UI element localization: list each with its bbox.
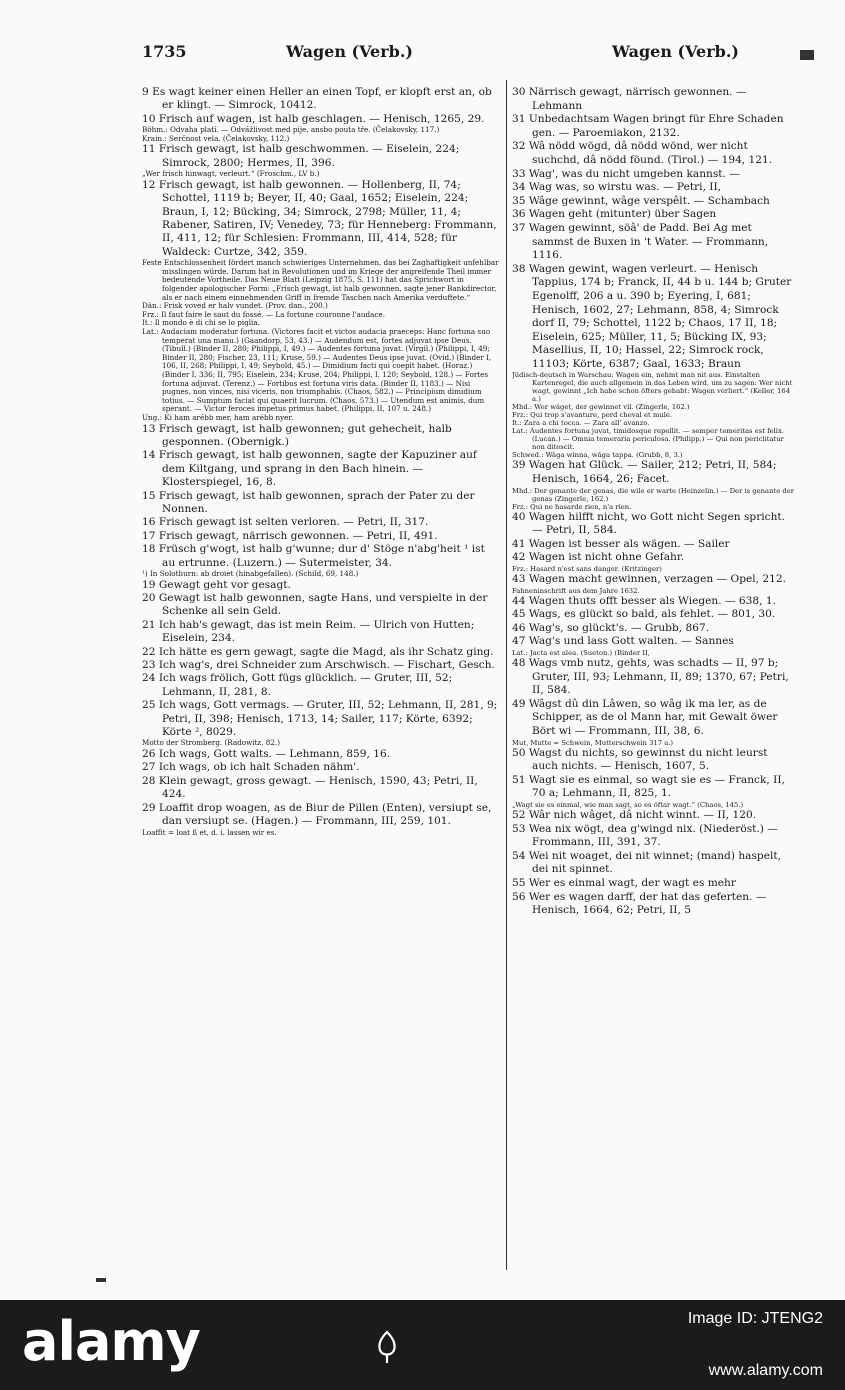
proverb-entry: 24 Ich wags frölich, Gott fügs glücklich. — Gruter, III, 52; Lehmann, II, 281, 8. [142, 672, 453, 698]
annotation-note: Fahneninschrift aus dem Jahre 1632. [512, 586, 640, 595]
annotation-note: Dän.: Frisk voved er halv vundet. (Prov. dan., 200.) [142, 301, 328, 311]
proverb-entry: 41 Wagen ist besser als wägen. — Sailer [512, 537, 730, 550]
proverb-entry: 52 Wâr nich wâget, dâ nicht winnt. — II, 120. [512, 808, 757, 821]
proverb-entry: 28 Klein gewagt, gross gewagt. — Henisch, 1590, 43; Petri, II, 424. [142, 774, 478, 801]
left-block [142, 748, 500, 828]
annotation-note: Loaffit = loat ß et, d. i. lassen wir es. [142, 827, 277, 837]
right-block [512, 459, 795, 486]
left-block [142, 423, 500, 570]
left-block [142, 179, 500, 259]
left-block [142, 143, 500, 170]
right-block [512, 573, 795, 587]
left-block [142, 739, 500, 748]
running-head-right: Wagen (Verb.) [612, 42, 739, 61]
left-block [142, 86, 500, 113]
page-number: 1735 [142, 42, 187, 61]
proverb-entry: 22 Ich hätte es gern gewagt, sagte die Magd, als ihr Schatz ging. [142, 645, 494, 658]
annotation-note: Böhm.: Odvaha platí. — Odvážlivost med pije, ansbo pouta tře. (Čelakovsky, 117.) [142, 125, 440, 135]
proverb-entry: 53 Wea nix wögt, dea g'wingd nix. (Niederöst.) — Frommann, III, 391, 37. [512, 822, 778, 849]
proverb-entry: 21 Ich hab's gewagt, das ist mein Reim. — Ulrich von Hutten; Eiselein, 234. [142, 618, 475, 645]
annotation-note: Lat.: Jacta est alea. (Sueton.) (Binder II, [512, 649, 650, 657]
proverb-entry: 42 Wagen ist nicht ohne Gefahr. [512, 551, 685, 564]
proverb-entry: 43 Wagen macht gewinnen, verzagen — Opel, 212. [512, 573, 786, 586]
right-block [512, 86, 795, 371]
site-url: www.alamy.com [708, 1362, 823, 1379]
annotation-note: Motto der Stromberg. (Radowitz, 82.) [142, 738, 281, 748]
proverb-entry: 31 Unbedachtsam Wagen bringt für Ehre Schaden gen. — Paroemiakon, 2132. [512, 113, 784, 139]
proverb-entry: 36 Wagen geht (mitunter) über Sagen [512, 208, 717, 221]
proverb-entry: 12 Frisch gewagt, ist halb gewonnen. — Hollenberg, II, 74; Schottel, 1119 b; Beyer, II, 40; Gaal, 1652; Eiselein, 224; Braun, I, 12; Bücking, 34; Simrock, 2798; Müller, 11, 4; Rabener, Satiren, IV; Venedey, 73; für Henneberg: Frommann, II, 411, 12; für Schlesien: Frommann, III, 414, 528; für Waldeck: Curtze, 342, 359. [142, 178, 497, 258]
proverb-entry: 19 Gewagt geht vor gesagt. [142, 578, 291, 591]
proverb-entry: 39 Wagen hat Glück. — Sailer, 212; Petri, II, 584; Henisch, 1664, 26; Facet. [512, 459, 777, 486]
proverb-entry: 38 Wagen gewint, wagen verleurt. — Henisch Tappius, 174 b; Franck, II, 44 b u. 144 b; Gruter Egenolff, 206 a u. 390 b; Eyering, I, 681; Henisch, 1602, 27; Lehmann, 858, 4; Simrock dorf II, 79; Schottel, 1122 b; Chaos, 17 II, 18; Eiselein, 625; Müller, 11, 5; Bücking IX, 93; Masellius, II, 10; Hassel, 22; Simrock rock, 11103; Körte, 6387; Gaal, 1633; Braun [512, 262, 792, 370]
brand-logo: alamy [22, 1310, 200, 1373]
annotation-note: Lat.: Audentes fortuna juvat, timidosque repellit. — semper temeritas est felix. (Lucan.) — Omnia temeraria periculosa. (Philipp.) — Qui non periclitatur non ditescit. [512, 427, 784, 452]
proverb-entry: 30 Närrisch gewagt, närrisch gewonnen. — Lehmann [512, 86, 747, 112]
proverb-entry: 54 Wei nit woaget, dei nit winnet; (mand) haspelt, dei nit spinnet. [512, 849, 781, 876]
proverb-entry: 20 Gewagt ist halb gewonnen, sagte Hans, und verspielte in der Schenke all sein Geld. [142, 592, 488, 618]
annotation-note: Frz.: Qui ne hasarde rien, n'a rien. [512, 502, 632, 511]
annotation-note: ¹) In Solothurn: ab droiet (hinabgefallen). (Schild, 69, 148.) [142, 569, 359, 578]
proverb-entry: 51 Wagt sie es einmal, so wagt sie es — Franck, II, 70 a; Lehmann, II, 825, 1. [512, 773, 785, 800]
image-id-label: Image ID: JTENG2 [687, 1310, 823, 1327]
proverb-entry: 11 Frisch gewagt, ist halb geschwommen. — Eiselein, 224; Simrock, 2800; Hermes, II, 396. [142, 143, 460, 169]
left-block [142, 570, 500, 579]
proverb-entry: 50 Wagst du nichts, so gewinnst du nicht leurst auch nichts. — Henisch, 1607, 5. [512, 746, 768, 773]
left-block [142, 126, 500, 143]
proverb-entry: 16 Frisch gewagt ist selten verloren. — Petri, II, 317. [142, 516, 429, 529]
page-edge-mark [96, 1278, 106, 1282]
right-block [512, 371, 795, 459]
right-block [512, 747, 795, 801]
proverb-entry: 25 Ich wags, Gott vermags. — Gruter, III, 52; Lehmann, II, 281, 9; Petri, II, 398; Henisch, 1713, 14; Sailer, 117; Körte, 6392; Körte ², 8029. [142, 699, 498, 739]
left-column [142, 86, 500, 1216]
annotation-note: Mut, Mutte = Schwein, Mutterschwein 317 a.) [512, 738, 674, 747]
proverb-entry: 29 Loaffit drop woagen, as de Biur de Pillen (Enten), versiupt se, dan versiupt se. (Hagen.) — Frommann, III, 259, 101. [142, 801, 492, 828]
proverb-entry: 23 Ich wag's, drei Schneider zum Arschwisch. — Fischart, Gesch. [142, 659, 495, 672]
proverb-entry: 17 Frisch gewagt, närrisch gewonnen. — Petri, II, 491. [142, 529, 438, 542]
proverb-entry: 49 Wâgst dû din Lâwen, so wâg ik ma ler, as de Schipper, as de ol Mann har, mit Gewalt öwer Bört wi — Frommann, III, 38, 6. [512, 697, 778, 737]
proverb-entry: 47 Wag's und lass Gott walten. — Sannes [512, 635, 734, 648]
left-block [142, 829, 500, 838]
proverb-entry: 32 Wâ nödd wögd, dâ nödd wönd, wer nicht suchchd, dâ nödd föund. (Tirol.) — 194, 121. [512, 140, 773, 166]
proverb-entry: 55 Wer es einmal wagt, der wagt es mehr [512, 876, 736, 889]
annotation-note: Frz.: Qui trop s'avanture, perd cheval et mule. [512, 411, 673, 420]
proverb-entry: 33 Wag', was du nicht umgeben kannst. — [512, 167, 740, 180]
annotation-note: Mhd.: Wer wâget, der gewinnet vil. (Zingerle, 162.) [512, 403, 690, 412]
annotation-note: Jüdisch-deutsch in Warschau: Wagen ein, nehmt man nit aus. Einstalten Kartenregel, die auch allgemein in das Leben wird, um zu sagen: Wer nicht wagt, gewinnt „Ich habe schon öfters gehabt: Wagen verliert.“ (Keller, 164 a.) [512, 371, 793, 404]
right-block [512, 649, 795, 657]
proverb-entry: 40 Wagen hilfft nicht, wo Gott nicht Segen spricht. — Petri, II, 584. [512, 510, 786, 537]
proverb-entry: 44 Wagen thuts offt besser als Wiegen. — 638, 1. [512, 594, 776, 607]
proverb-entry: 46 Wag's, so glückt's. — Grubb, 867. [512, 621, 710, 634]
proverb-entry: 45 Wags, es glückt so bald, als fehlet. — 801, 30. [512, 608, 776, 621]
tulip-logo-icon [372, 1330, 402, 1364]
proverb-entry: 35 Wâge gewinnt, wâge verspêlt. — Schambach [512, 194, 770, 207]
annotation-note: Frz.: Il faut faire le saut du fossé. — La fortune couronne l'audace. [142, 309, 386, 319]
left-block [142, 170, 500, 179]
proverb-entry: 14 Frisch gewagt, ist halb gewonnen, sagte der Kapuziner auf dem Kiltgang, und sprang in den Bach hinein. — Klosterspiegel, 16, 8. [142, 449, 477, 489]
left-block [142, 113, 500, 126]
annotation-note: It.: Zara a chi tocca. — Zara all' avanzo. [512, 419, 650, 428]
proverb-entry: 34 Wag was, so wirstu was. — Petri, II, [512, 181, 722, 194]
right-block [512, 595, 795, 649]
proverb-entry: 48 Wags vmb nutz, gehts, was schadts — II, 97 b; Gruter, III, 93; Lehmann, II, 89; 1370, 67; Petri, II, 584. [512, 657, 789, 697]
annotation-note: Krain.: Serčnost vela. (Čelakovsky, 112.) [142, 133, 290, 143]
right-block [512, 511, 795, 565]
annotation-note: Feste Entschlossenheit fördert manch schwieriges Unternehmen, das bei Zaghaftigkeit unfehlbar misslingen würde. Darum hat in Revolutionen und im Kriege der angreifende Theil immer bedeutende Vortheile. Das Neue Blatt (Leipzig 1875, S. 111) hat das Sprichwort in folgender apologischer Form: „Frisch gewagt, ist halb gewonnen, sagte jener Bankdirector, als er nach einem einnehmenden Griff in fremde Taschen nach Amerika verduftete.“ [142, 258, 499, 302]
annotation-note: It.: Il mondo è di chi se lo piglia. [142, 318, 260, 328]
left-block [142, 259, 500, 422]
page-edge-mark [800, 50, 814, 60]
proverb-entry: 15 Frisch gewagt, ist halb gewonnen, sprach der Pater zu der Nonnen. [142, 489, 475, 515]
proverb-entry: 9 Es wagt keiner einen Heller an einen Topf, er klopft erst an, ob er klingt. — Simrock, 10412. [142, 86, 492, 112]
proverb-entry: 26 Ich wags, Gott walts. — Lehmann, 859, 16. [142, 748, 391, 761]
annotation-note: „Wer frisch hinwagt, verleurt.“ (Froschm., LV b.) [142, 169, 320, 179]
column-divider [506, 80, 507, 1270]
proverb-entry: 56 Wer es wagen darff, der hat das geferten. — Henisch, 1664, 62; Petri, II, 5 [512, 890, 767, 917]
right-block [512, 801, 795, 809]
annotation-note: Frz.: Hasard n'est sans danger. (Kritzinger) [512, 565, 662, 574]
right-block [512, 587, 795, 595]
annotation-note: Lat.: Audaciam moderatur fortuna. (Victores facit et victos audacia praeceps: Hanc fortuna suo temperat una manu.) (Gaandorp, 53, 43.) — Audendum est, fortes adjuvat ipse Deus. (Tibull.) (Binder II, 280; Philippi, I, 49.) — Audentes fortuna juvat. (Virgil.) (Philippi, I, 49; Binder II, 280; Fischer, 23, 111; Kruse, 59.) — Audentes Deus ipse juvat. (Ovid.) (Binder I, 106, II, 268; Philippi, I, 49; Seybold, 45.) — Dimidium facti qui coepit habet. (Horaz.) (Binder I, 336; II, 795; Eiselein, 234; Kruse, 204; Philippi, I, 120; Seybold, 128.) — Fortes fortuna adjuvat. (Terenz.) — Fortibus est fortuna viris data. (Binder II, 1183.) — Nisi pugnes, non vinces, nisi viceris, non triumphabis. (Chaos, 582.) — Principium dimidium totius. — Sumptum faciat qui quaerit lucrum. (Chaos, 573.) — Utendum est animis, dum sperant. — Victor feroces impetus primus habet. (Philippi, II, 107 u. 248.) [142, 327, 492, 414]
right-block [512, 809, 795, 918]
proverb-entry: 13 Frisch gewagt, ist halb gewonnen; gut gehecheit, halb gesponnen. (Obernigk.) [142, 422, 452, 448]
running-head-left: Wagen (Verb.) [286, 42, 413, 61]
annotation-note: Ung.: Ki ham arébb mer, ham arébb nyer. [142, 412, 294, 422]
right-block [512, 739, 795, 747]
watermark-banner [0, 1300, 845, 1390]
left-block [142, 579, 500, 740]
annotation-note: „Wagt sie es einmal, wie man sagt, so es öftar wagt.“ (Chaos, 145.) [512, 800, 744, 809]
proverb-entry: 37 Wagen gewinnt, söâ' de Padd. Bei Ag met sammst de Buxen in 't Water. — Frommann, 1116. [512, 221, 769, 262]
right-block [512, 487, 795, 511]
proverb-entry: 10 Frisch auf wagen, ist halb geschlagen. — Henisch, 1265, 29. [142, 112, 485, 125]
right-block [512, 657, 795, 739]
annotation-note: Schwed.: Wâga winna, wâga tappa. (Grubb, 8, 3.) [512, 451, 683, 460]
right-block [512, 565, 795, 573]
annotation-note: Mhd.: Der genante der genas, die wile er warte (Heinzelin.) — Der is genante der genas (Zingerle, 162.) [512, 486, 795, 503]
proverb-entry: 18 Früsch g'wogt, ist halb g'wunne; dur d' Stöge n'abg'heit ¹ ist au ertrunne. (Luzern.) — Sutermeister, 34. [142, 543, 485, 569]
proverb-entry: 27 Ich wags, ob ich halt Schaden nähm'. [142, 761, 360, 774]
right-column [512, 86, 795, 1176]
